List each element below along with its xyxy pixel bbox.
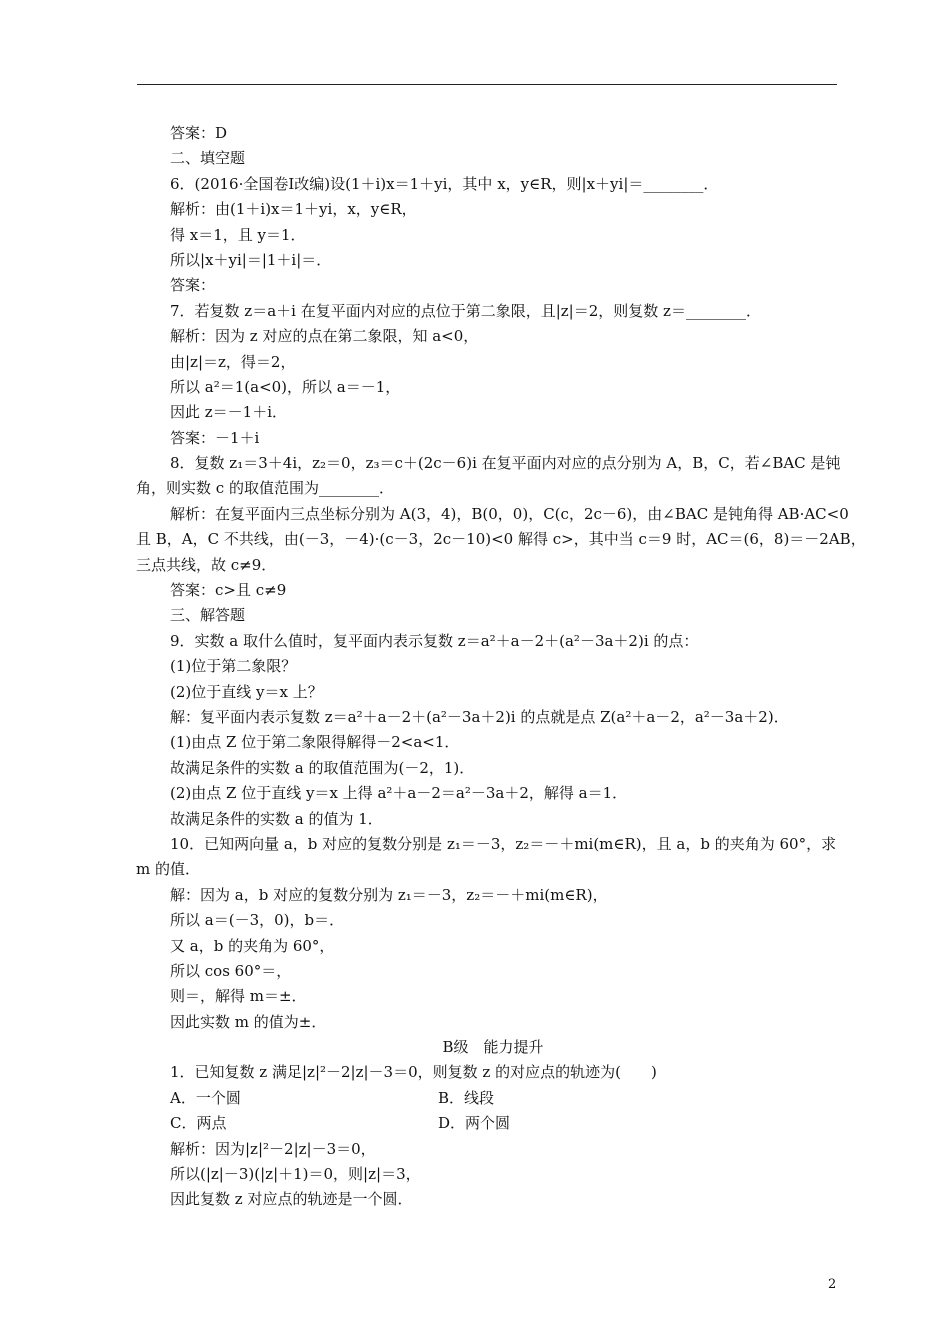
text-line: 9．实数 a 取什么值时，复平面内表示复数 z＝a²＋a－2＋(a²－3a＋2)i 的点： [170, 631, 699, 650]
text-line: 1．已知复数 z 满足|z|²－2|z|－3＝0，则复数 z 的对应点的轨迹为( ) [170, 1063, 657, 1082]
text-line: 10．已知两向量 a，b 对应的复数分别是 z₁＝－3，z₂＝－＋mi(m∈R)，且 a，b 的夹角为 60°，求 [170, 834, 837, 853]
text-line: 答案：c>且 c≠9 [170, 581, 287, 600]
header-rule [137, 84, 837, 85]
text-line: 解：复平面内表示复数 z＝a²＋a－2＋(a²－3a＋2)i 的点就是点 Z(a²＋a－2，a²－3a＋2)． [170, 707, 789, 726]
text-line: 所以 a＝(－3，0)，b＝． [170, 911, 345, 930]
text-line: 所以 cos 60°＝， [170, 961, 292, 980]
answer-options-row [170, 1086, 850, 1111]
answer-option: C．两点 [170, 1114, 227, 1133]
text-line: 所以 a²＝1(a<0)，所以 a＝－1， [170, 377, 401, 396]
text-line: (2)位于直线 y＝x 上？ [170, 682, 323, 701]
text-line: 6．(2016·全国卷Ⅰ改编)设(1＋i)x＝1＋yi，其中 x，y∈R，则|x＋yi|＝________． [170, 174, 719, 193]
answer-option: B．线段 [438, 1088, 495, 1107]
text-line: 解：因为 a，b 对应的复数分别为 z₁＝－3，z₂＝－＋mi(m∈R)， [170, 885, 608, 904]
text-line: 故满足条件的实数 a 的值为 1． [170, 809, 383, 828]
text-line: (1)由点 Z 位于第二象限得解得－2<a<1． [170, 733, 460, 752]
text-line: 且 B，A，C 不共线，由(－3，－4)·(c－3，2c－10)<0 解得 c>，其中当 c＝9 时，AC＝(6，8)＝－2AB， [136, 530, 866, 549]
answer-option: D．两个圆 [438, 1114, 511, 1133]
text-line: 所以(|z|－3)(|z|＋1)＝0，则|z|＝3， [170, 1165, 421, 1184]
text-line: 解析：在复平面内三点坐标分别为 A(3，4)，B(0，0)，C(c，2c－6)，由∠BAC 是钝角得 AB·AC<0 [170, 504, 849, 523]
text-line: m 的值． [136, 860, 200, 879]
section-heading: B级 能力提升 [442, 1038, 544, 1057]
text-line: (1)位于第二象限？ [170, 657, 297, 676]
text-line: 因此复数 z 对应点的轨迹是一个圆． [170, 1190, 413, 1209]
text-line: 答案：D [170, 124, 228, 142]
text-line: 解析：由(1＋i)x＝1＋yi，x，y∈R， [170, 200, 417, 219]
text-line: (2)由点 Z 位于直线 y＝x 上得 a²＋a－2＝a²－3a＋2，解得 a＝1． [170, 784, 628, 803]
text-line: 答案： [170, 276, 216, 295]
text-line: 角，则实数 c 的取值范围为________． [136, 479, 394, 498]
answer-options-row [170, 1111, 850, 1136]
text-line: 因此实数 m 的值为±． [170, 1012, 327, 1031]
text-line: 三点共线，故 c≠9． [136, 555, 277, 574]
answer-option: A．一个圆 [170, 1088, 241, 1107]
page-number: 2 [828, 1277, 837, 1292]
text-line: 7．若复数 z＝a＋i 在复平面内对应的点位于第二象限，且|z|＝2，则复数 z＝________． [170, 301, 761, 320]
text-line: 因此 z＝－1＋i． [170, 403, 288, 422]
text-line: 又 a，b 的夹角为 60°， [170, 936, 335, 955]
text-line: 解析：因为|z|²－2|z|－3＝0， [170, 1139, 376, 1158]
document-body [136, 121, 866, 1213]
text-line: 故满足条件的实数 a 的取值范围为(－2，1)． [170, 758, 475, 777]
text-line: 答案：－1＋i [170, 428, 260, 447]
text-line: 由|z|＝z，得＝2， [170, 352, 296, 371]
text-line: 解析：因为 z 对应的点在第二象限，知 a<0， [170, 327, 479, 346]
text-line: 得 x＝1，且 y＝1． [170, 225, 306, 244]
text-line: 8．复数 z₁＝3＋4i，z₂＝0，z₃＝c＋(2c－6)i 在复平面内对应的点分别为 A，B，C，若∠BAC 是钝 [170, 454, 841, 473]
text-line: 二、填空题 [170, 149, 246, 168]
text-line: 则＝，解得 m＝±． [170, 987, 307, 1006]
text-line: 三、解答题 [170, 606, 246, 625]
text-line: 所以|x＋yi|＝|1＋i|＝． [170, 250, 332, 269]
